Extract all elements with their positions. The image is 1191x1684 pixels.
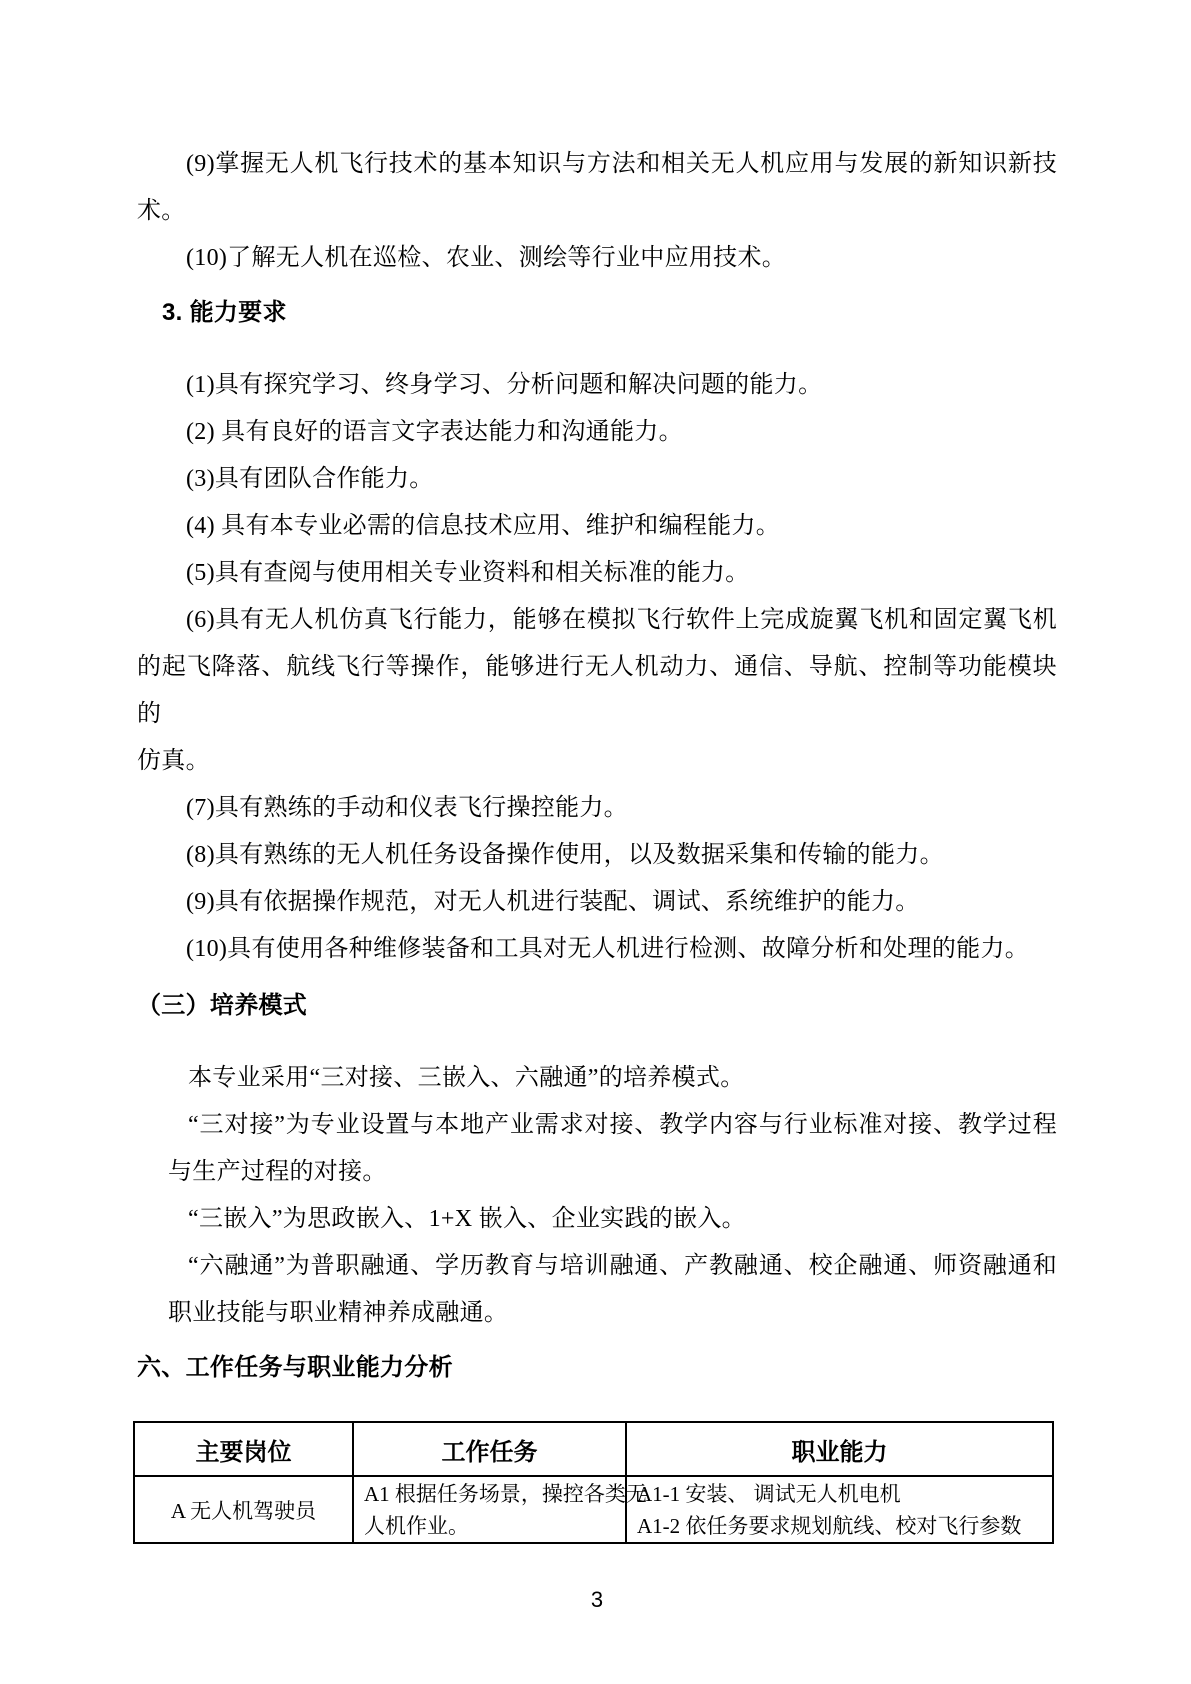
text-line: “六融通”为普职融通、学历教育与培训融通、产教融通、校企融通、师资融通和 xyxy=(188,1253,1057,1279)
ability-line: A1-2 依任务要求规划航线、校对飞行参数 xyxy=(637,1514,1022,1538)
table-header-row xyxy=(134,1422,1053,1476)
text-line: 术。 xyxy=(137,198,186,224)
text-line: （三）培养模式 xyxy=(137,992,308,1019)
text-line: 本专业采用“三对接、三嵌入、六融通”的培养模式。 xyxy=(188,1065,745,1091)
paragraph xyxy=(137,1196,1057,1243)
paragraph xyxy=(137,1102,1057,1196)
text-line: “三嵌入”为思政嵌入、1+X 嵌入、企业实践的嵌入。 xyxy=(188,1206,746,1232)
heading-training-mode xyxy=(137,982,1057,1029)
paragraph xyxy=(137,503,1057,550)
text-line: (3)具有团队合作能力。 xyxy=(186,466,434,492)
text-line: 仿真。 xyxy=(137,748,210,774)
heading-ability-requirements xyxy=(162,289,1057,336)
text-line: (1)具有探究学习、终身学习、分析问题和解决问题的能力。 xyxy=(186,372,823,398)
paragraph xyxy=(137,597,1057,785)
page-number: 3 xyxy=(590,1587,604,1612)
paragraph xyxy=(137,550,1057,597)
paragraph xyxy=(137,832,1057,879)
heading-work-task-analysis xyxy=(137,1344,1057,1391)
task-line: 人机作业。 xyxy=(364,1514,469,1538)
paragraph xyxy=(137,141,1057,235)
text-line: (6)具有无人机仿真飞行能力，能够在模拟飞行软件上完成旋翼飞机和固定翼飞机 xyxy=(186,607,1057,633)
paragraph xyxy=(137,785,1057,832)
text-line: “三对接”为专业设置与本地产业需求对接、教学内容与行业标准对接、教学过程 xyxy=(188,1112,1057,1138)
ability-cell xyxy=(626,1476,1053,1543)
text-line: 职业技能与职业精神养成融通。 xyxy=(168,1300,509,1326)
text-line: 与生产过程的对接。 xyxy=(168,1159,387,1185)
text-line: (10)了解无人机在巡检、农业、测绘等行业中应用技术。 xyxy=(186,245,787,271)
paragraph xyxy=(137,456,1057,503)
text-line: (7)具有熟练的手动和仪表飞行操控能力。 xyxy=(186,795,628,821)
text-line: (8)具有熟练的无人机任务设备操作使用，以及数据采集和传输的能力。 xyxy=(186,842,944,868)
paragraph xyxy=(137,409,1057,456)
text-line: (10)具有使用各种维修装备和工具对无人机进行检测、故障分析和处理的能力。 xyxy=(186,936,1030,962)
document-content xyxy=(137,141,1057,1623)
paragraph xyxy=(137,1243,1057,1337)
ability-line: A1-1 安装、 调试无人机电机 xyxy=(637,1482,901,1506)
column-header-position: 主要岗位 xyxy=(134,1422,353,1476)
paragraph xyxy=(137,926,1057,973)
paragraph xyxy=(137,879,1057,926)
position-cell: A 无人机驾驶员 xyxy=(134,1476,353,1543)
text-line: (9)掌握无人机飞行技术的基本知识与方法和相关无人机应用与发展的新知识新技 xyxy=(186,151,1057,177)
text-line: (4) 具有本专业必需的信息技术应用、维护和编程能力。 xyxy=(186,513,781,539)
text-line: 3. 能力要求 xyxy=(162,299,287,326)
column-header-task: 工作任务 xyxy=(353,1422,626,1476)
text-line: 的起飞降落、航线飞行等操作，能够进行无人机动力、通信、导航、控制等功能模块的 xyxy=(137,654,1057,727)
text-line: (5)具有查阅与使用相关专业资料和相关标准的能力。 xyxy=(186,560,750,586)
paragraph xyxy=(137,1055,1057,1102)
text-line: (9)具有依据操作规范，对无人机进行装配、调试、系统维护的能力。 xyxy=(186,889,920,915)
paragraph xyxy=(137,362,1057,409)
table-row xyxy=(134,1476,1053,1543)
text-blocks xyxy=(137,141,1057,1391)
task-line: A1 根据任务场景，操控各类无 xyxy=(364,1482,647,1506)
text-line: (2) 具有良好的语言文字表达能力和沟通能力。 xyxy=(186,419,683,445)
work-task-ability-table xyxy=(133,1421,1054,1544)
task-cell xyxy=(353,1476,647,1543)
paragraph xyxy=(137,235,1057,282)
column-header-ability: 职业能力 xyxy=(626,1422,1053,1476)
text-line: 六、工作任务与职业能力分析 xyxy=(137,1354,453,1381)
